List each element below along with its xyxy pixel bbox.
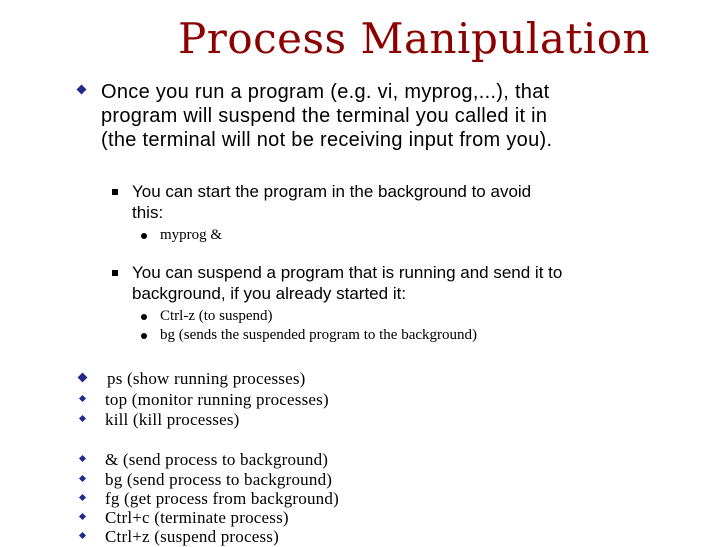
command-item: Ctrl+z (suspend process) bbox=[105, 527, 279, 546]
round-bullet-icon bbox=[141, 333, 147, 339]
intro-line-1: Once you run a program (e.g. vi, myprog,...), that bbox=[101, 81, 550, 103]
diamond-bullet-icon bbox=[78, 373, 88, 383]
diamond-bullet-icon bbox=[79, 513, 86, 520]
command-item: ps (show running processes) bbox=[107, 369, 306, 388]
diamond-bullet-icon bbox=[77, 85, 87, 95]
square-bullet-icon bbox=[112, 270, 118, 276]
sub1-line-2: this: bbox=[132, 203, 164, 222]
command-item: fg (get process from background) bbox=[105, 489, 339, 508]
square-bullet-icon bbox=[112, 189, 118, 195]
diamond-bullet-icon bbox=[79, 395, 86, 402]
command-item: & (send process to background) bbox=[105, 450, 329, 469]
sub2-line-1: You can suspend a program that is running and send it to bbox=[132, 263, 563, 282]
command-item: bg (send process to background) bbox=[105, 470, 333, 489]
command-item: kill (kill processes) bbox=[105, 410, 240, 429]
sub1-line-1: You can start the program in the background to avoid bbox=[132, 182, 532, 201]
round-bullet-icon bbox=[141, 314, 147, 320]
command-item: top (monitor running processes) bbox=[105, 390, 329, 409]
sub2-item-2: bg (sends the suspended program to the background) bbox=[160, 327, 478, 343]
round-bullet-icon bbox=[141, 233, 147, 239]
diamond-bullet-icon bbox=[79, 475, 86, 482]
intro-line-3: (the terminal will not be receiving input from you). bbox=[101, 129, 553, 151]
intro-line-2: program will suspend the terminal you called it in bbox=[101, 105, 548, 127]
sub2-line-2: background, if you already started it: bbox=[132, 284, 407, 303]
diamond-bullet-icon bbox=[79, 455, 86, 462]
sub2-item-1: Ctrl-z (to suspend) bbox=[160, 308, 273, 324]
command-item: Ctrl+c (terminate process) bbox=[105, 508, 289, 527]
diamond-bullet-icon bbox=[79, 415, 86, 422]
slide-title: Process Manipulation bbox=[178, 14, 651, 63]
diamond-bullet-icon bbox=[79, 494, 86, 501]
sub1-item-1: myprog & bbox=[160, 227, 223, 243]
diamond-bullet-icon bbox=[79, 532, 86, 539]
